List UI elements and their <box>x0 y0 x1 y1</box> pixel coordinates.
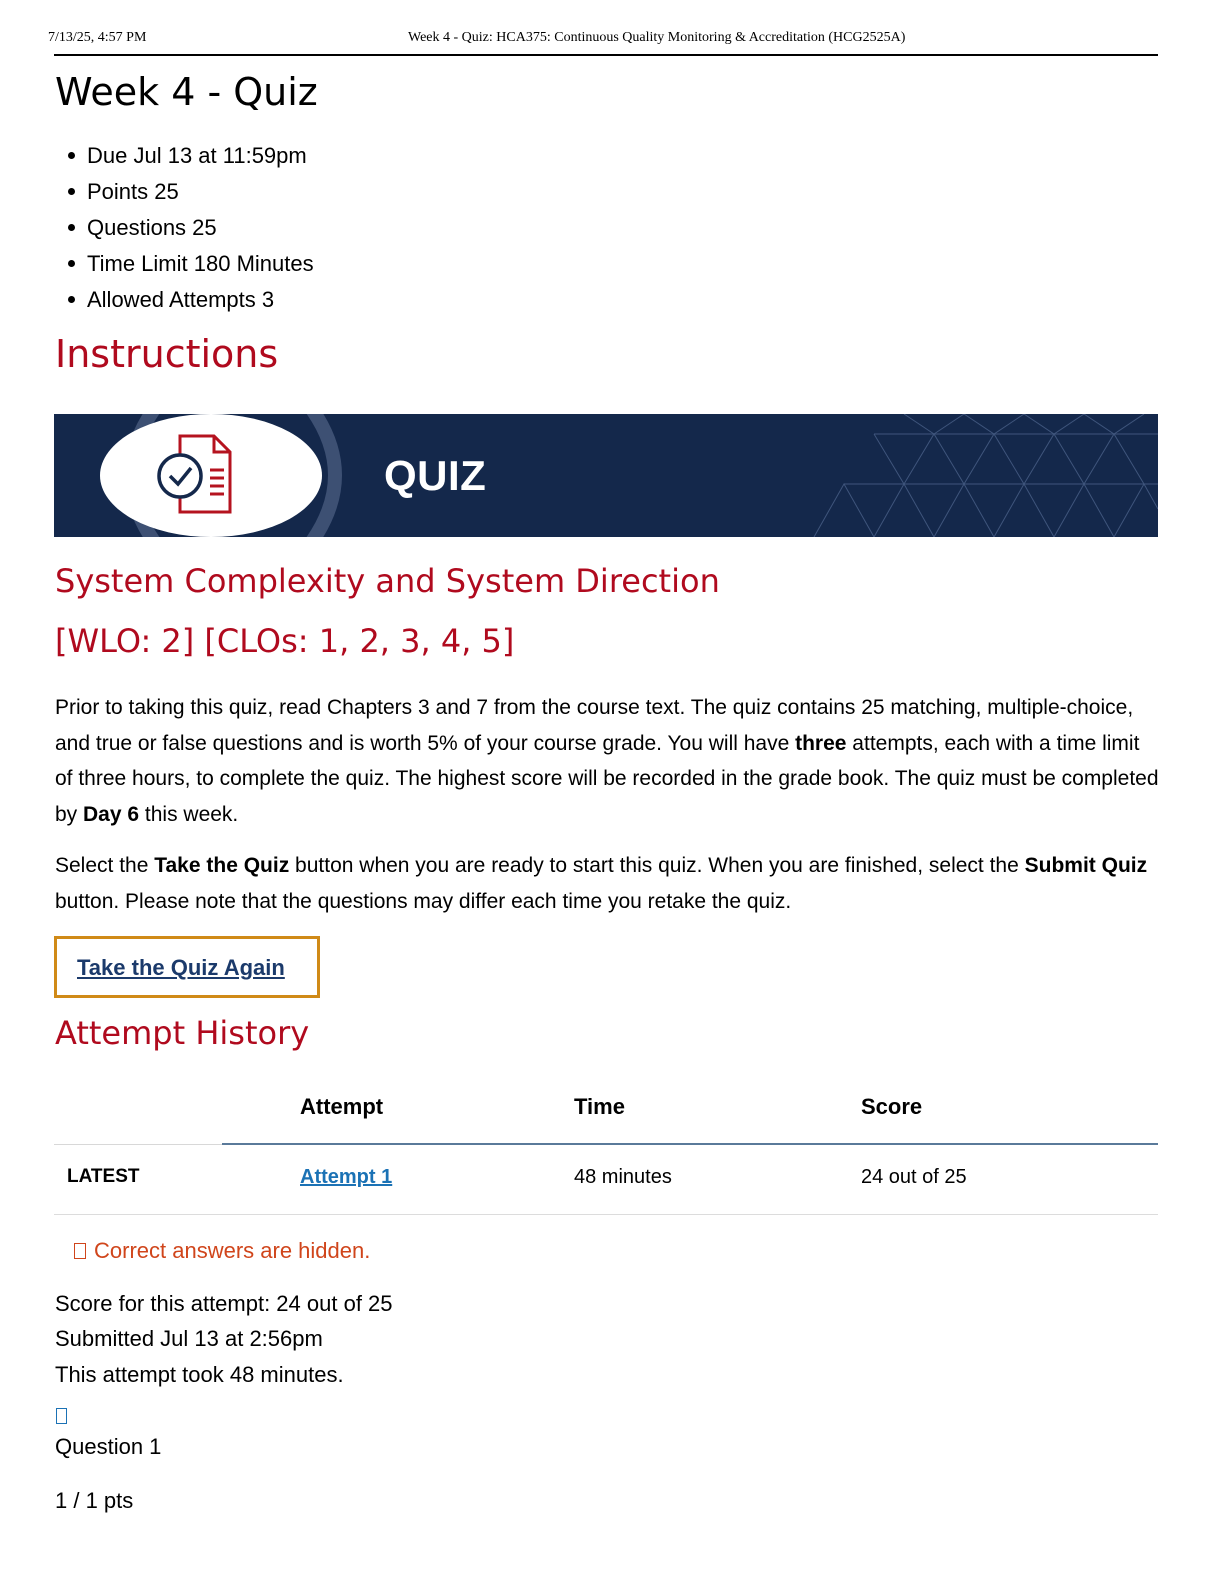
question-flag-icon[interactable] <box>56 1408 67 1424</box>
bullet-icon <box>68 188 75 195</box>
detail-questions <box>64 210 314 246</box>
p1-bold-2: Day 6 <box>83 802 140 826</box>
column-header-attempt: Attempt <box>300 1094 384 1119</box>
banner-label: QUIZ <box>384 452 487 499</box>
table-row-divider <box>54 1214 1158 1215</box>
detail-due-text: Due Jul 13 at 11:59pm <box>87 143 307 168</box>
detail-attempts-text: Allowed Attempts 3 <box>87 287 275 312</box>
header-divider <box>54 54 1158 56</box>
bullet-icon <box>68 152 75 159</box>
table-header-divider-left <box>54 1144 222 1145</box>
attempt-submitted-line: Submitted Jul 13 at 2:56pm <box>55 1326 323 1351</box>
row-tag-latest: LATEST <box>67 1166 140 1187</box>
p1-text-1: Prior to taking this quiz, read Chapters 3 and 7 from the course text. The quiz contains 25 matching, multiple-choice, and true or false questions and is worth 5% of your course grade. You will have <box>55 696 1134 755</box>
p1-text-3: this week. <box>139 802 239 826</box>
attempt-history-heading: Attempt History <box>55 1014 310 1052</box>
banner-triangle-pattern <box>754 414 1158 537</box>
detail-points <box>64 174 314 210</box>
detail-due <box>64 138 314 174</box>
question-label: Question 1 <box>55 1434 162 1459</box>
p2-text-1: Select the <box>55 854 155 877</box>
detail-points-text: Points 25 <box>87 179 179 204</box>
question-points: 1 / 1 pts <box>55 1488 134 1513</box>
p2-text-2: button when you are ready to start this quiz. When you are finished, select the <box>289 854 1025 877</box>
print-document-title: Week 4 - Quiz: HCA375: Continuous Quality Monitoring & Accreditation (HCG2525A) <box>408 30 906 45</box>
checklist-document-icon <box>152 432 244 516</box>
print-header <box>48 30 1158 52</box>
answers-hidden-text: Correct answers are hidden. <box>94 1238 371 1263</box>
detail-questions-text: Questions 25 <box>87 215 217 240</box>
page-title: Week 4 - Quiz <box>55 70 318 114</box>
instructions-paragraph-1 <box>55 690 1159 832</box>
attempt-1-link[interactable]: Attempt 1 <box>300 1166 393 1188</box>
section-heading: System Complexity and System Direction <box>55 562 720 600</box>
column-header-time: Time <box>574 1094 625 1119</box>
quiz-details-list <box>64 138 314 318</box>
p1-bold-1: three <box>795 731 847 755</box>
instructions-paragraph-2 <box>55 848 1159 919</box>
p2-text-3: button. Please note that the questions may differ each time you retake the quiz. <box>55 889 792 913</box>
outcomes-heading: [WLO: 2] [CLOs: 1, 2, 3, 4, 5] <box>55 622 515 660</box>
bullet-icon <box>68 296 75 303</box>
attempt-score-line: Score for this attempt: 24 out of 25 <box>55 1291 393 1316</box>
detail-time-limit-text: Time Limit 180 Minutes <box>87 251 314 276</box>
take-quiz-again-link[interactable]: Take the Quiz Again <box>77 955 285 980</box>
attempt-duration-line: This attempt took 48 minutes. <box>55 1362 344 1387</box>
instructions-heading: Instructions <box>55 332 279 376</box>
quiz-banner <box>54 414 1158 537</box>
p1-text-2: attempts, each with a time limit of three hours, to complete the quiz. The highest score will be recorded in the grade book. The quiz must be completed by <box>55 731 1159 826</box>
table-header-divider <box>222 1143 1158 1145</box>
p2-bold-2: Submit Quiz <box>1024 854 1148 877</box>
warning-icon <box>74 1243 86 1259</box>
detail-attempts <box>64 282 314 318</box>
column-header-score: Score <box>861 1094 923 1119</box>
detail-time-limit <box>64 246 314 282</box>
bullet-icon <box>68 260 75 267</box>
take-quiz-again-button[interactable] <box>54 936 320 998</box>
p2-bold-1: Take the Quiz <box>154 854 290 877</box>
answers-hidden-notice <box>74 1238 370 1264</box>
attempt-1-score: 24 out of 25 <box>861 1166 967 1188</box>
bullet-icon <box>68 224 75 231</box>
attempt-1-time: 48 minutes <box>574 1166 672 1188</box>
print-date: 7/13/25, 4:57 PM <box>48 30 147 45</box>
